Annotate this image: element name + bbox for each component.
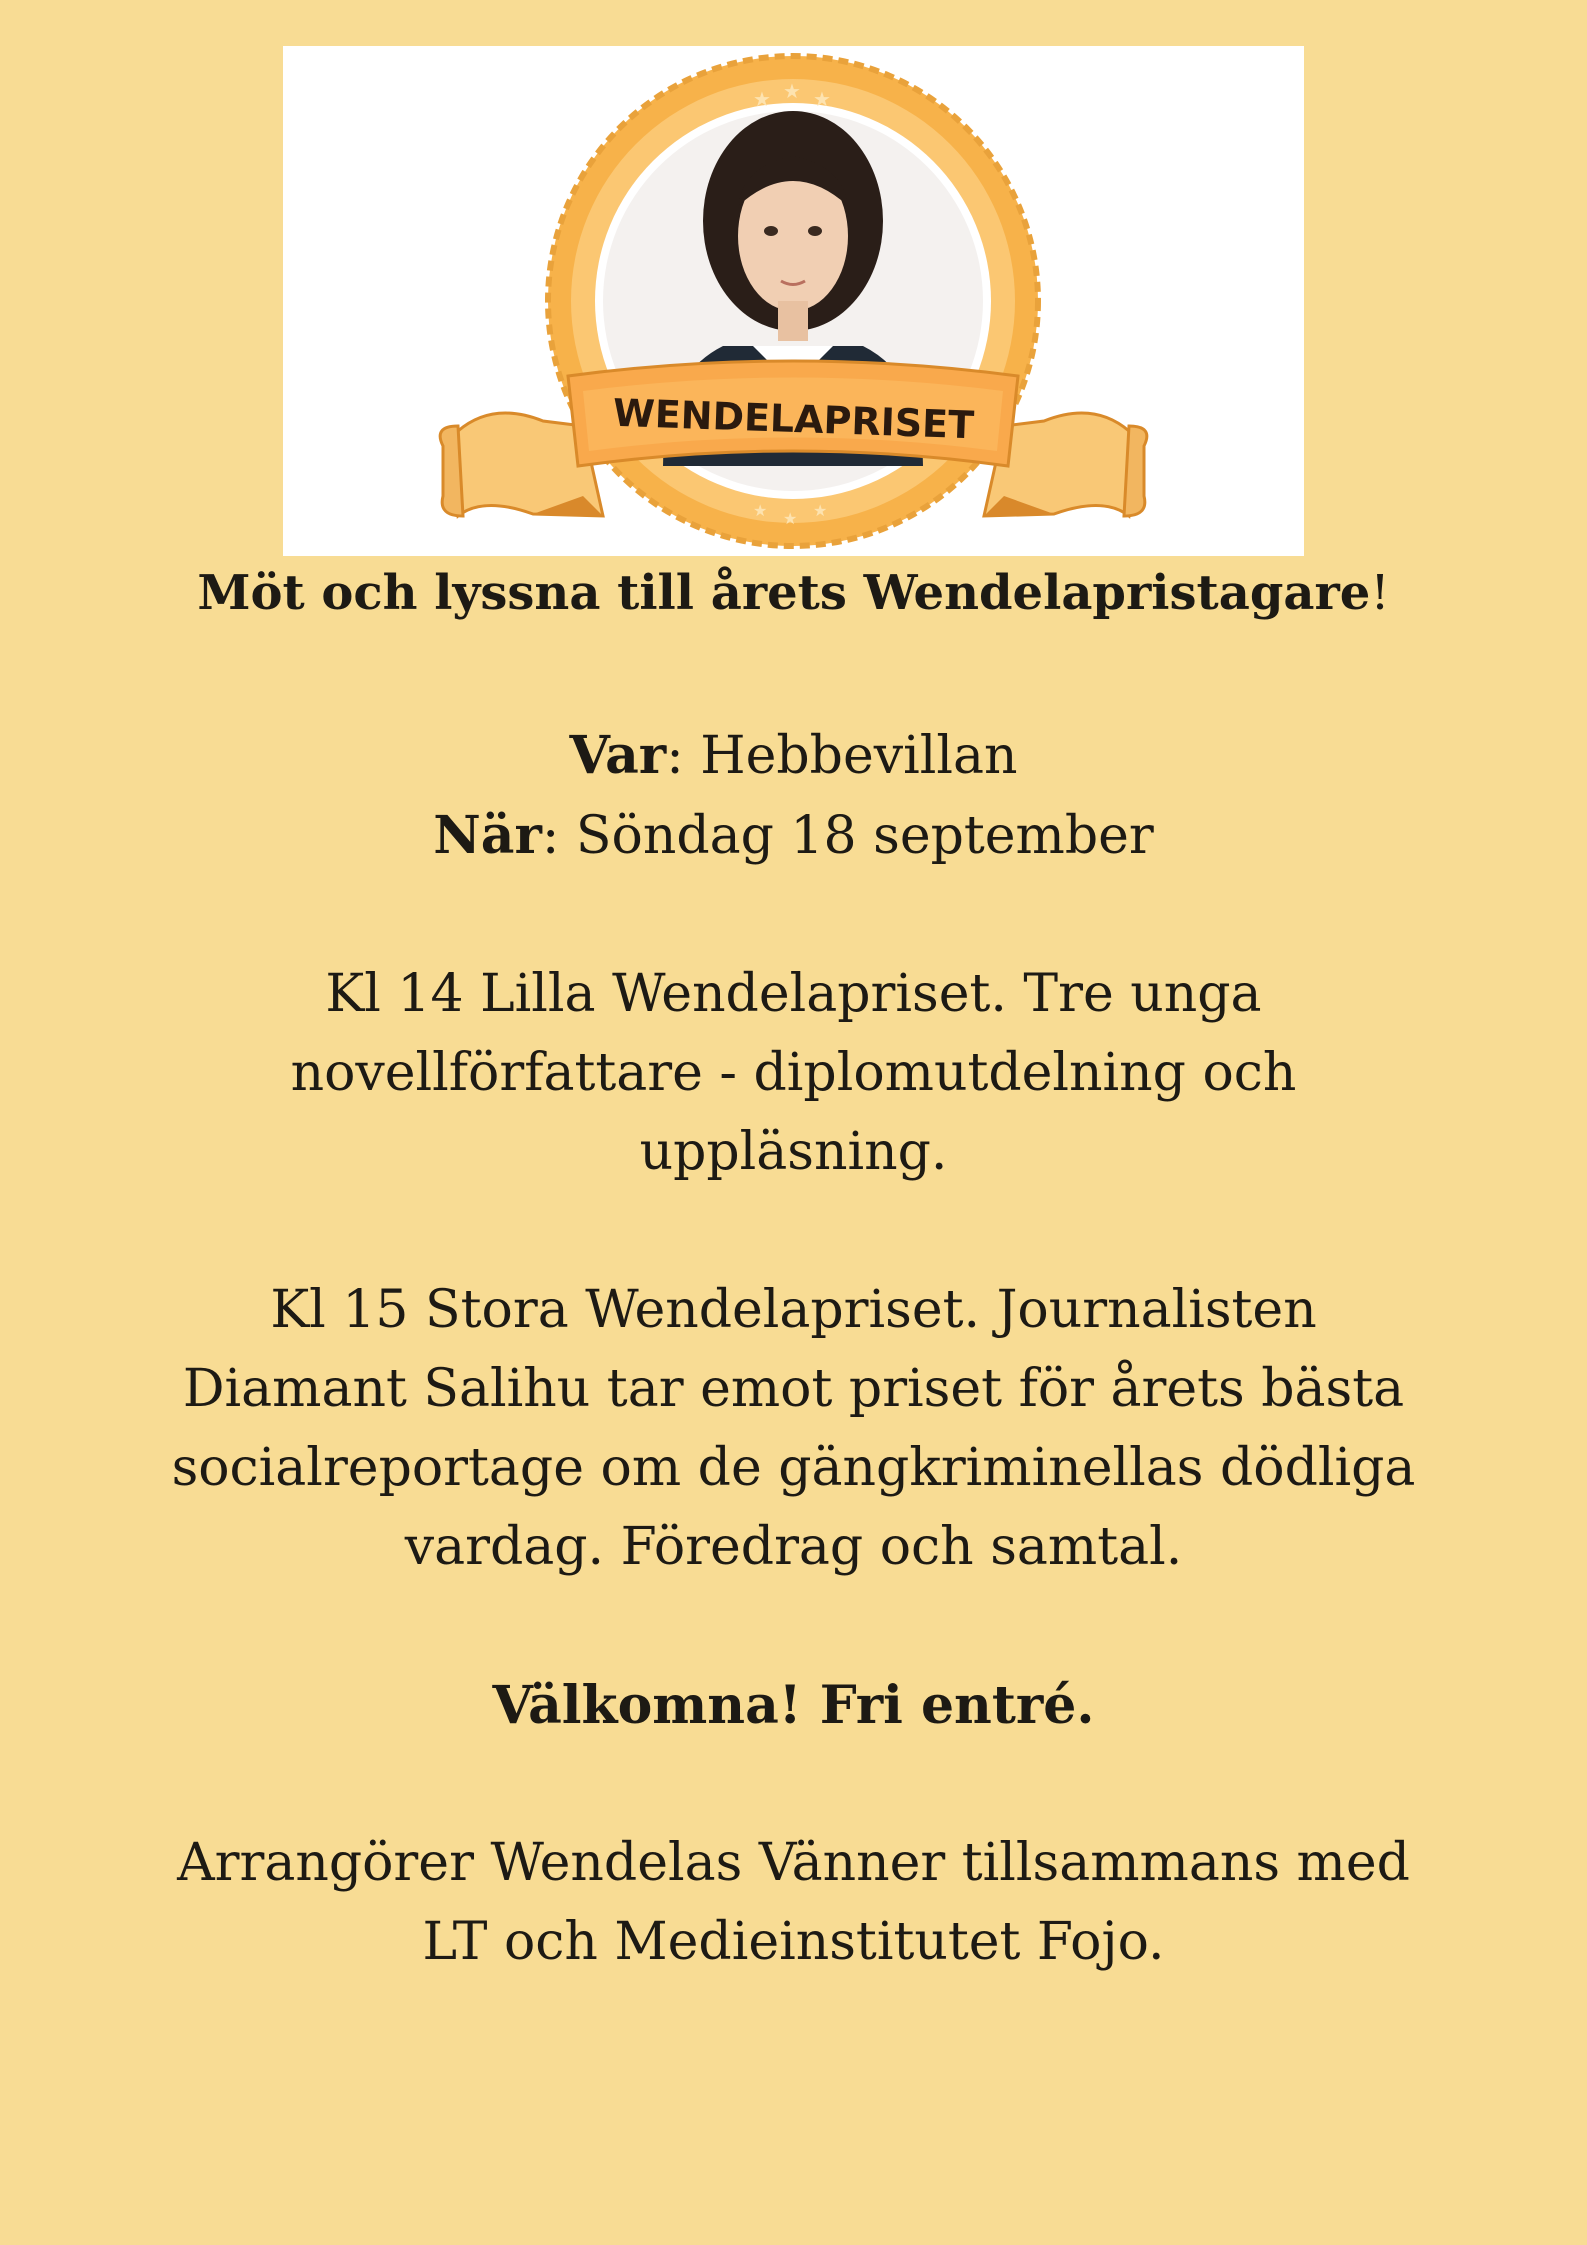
when-separator: : [541,806,560,866]
organizers-line-2: LT och Medieinstitutet Fojo. [422,1912,1165,1972]
svg-text:★: ★ [783,79,801,103]
headline [0,560,1587,626]
program-item-2-line-1: Kl 15 Stora Wendelapriset. Journalisten [270,1280,1317,1340]
logo-banner-text: WENDELAPRISET [612,390,975,448]
logo-banner [568,361,1018,466]
welcome-line: Välkomna! Fri entré. [492,1675,1095,1736]
program-item-1-line-1: Kl 14 Lilla Wendelapriset. Tre unga [325,964,1262,1024]
wendelapriset-badge [283,46,1304,556]
when-label: När [433,805,542,866]
svg-text:★: ★ [753,501,768,520]
when-line [0,796,1587,876]
when-value: Söndag 18 september [559,806,1154,866]
svg-text:★: ★ [813,501,828,520]
program-item-2-line-4: vardag. Föredrag och samtal. [404,1517,1183,1577]
where-line [0,716,1587,796]
where-label: Var [569,725,667,786]
program-item-1-line-3: uppläsning. [639,1122,948,1182]
program-item-1-line-2: novellförfattare - diplomutdelning och [290,1043,1297,1103]
svg-text:★: ★ [753,87,771,111]
program-item-2-line-3: socialreportage om de gängkriminellas dödliga [171,1438,1416,1498]
where-value: Hebbevillan [683,726,1018,786]
flyer-content [0,560,1587,1982]
svg-text:★: ★ [813,87,831,111]
wendelapriset-logo [283,46,1304,556]
organizers-line-1: Arrangörer Wendelas Vänner tillsammans med [177,1833,1410,1893]
headline-exclamation: ! [1370,565,1390,621]
svg-text:★: ★ [783,509,798,528]
program-item-2-line-2: Diamant Salihu tar emot priset för årets bästa [182,1359,1405,1419]
where-separator: : [666,726,684,786]
headline-text: Möt och lyssna till årets Wendelapristagare [197,565,1371,621]
